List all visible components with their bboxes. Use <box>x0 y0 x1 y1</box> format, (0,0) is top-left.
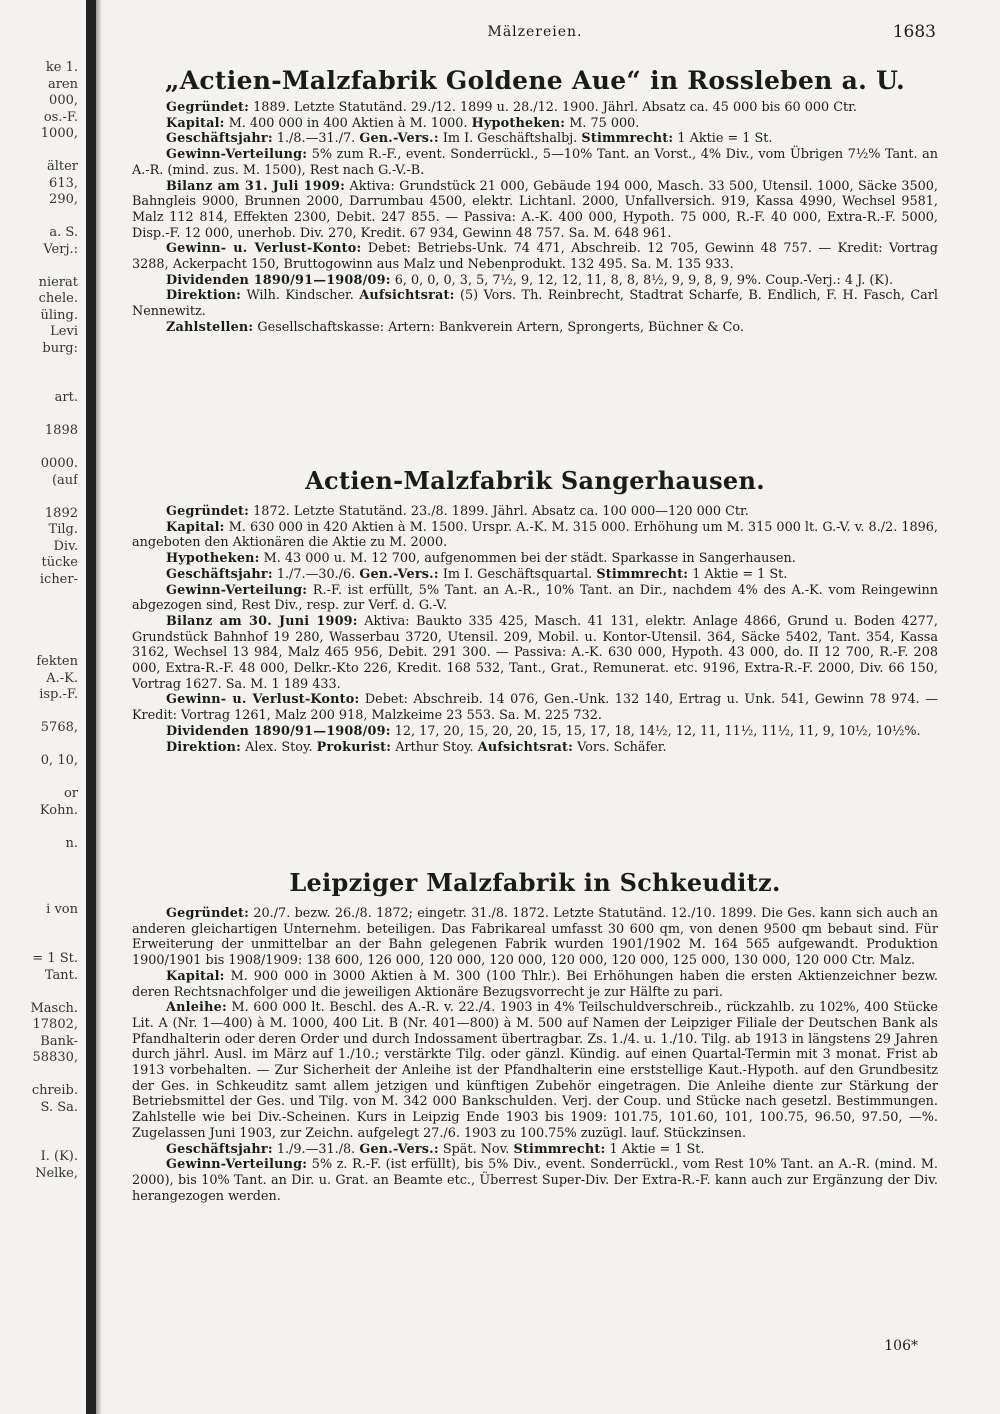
fragment-line: isp.-F. <box>39 687 78 702</box>
fragment-line: fekten <box>36 654 78 669</box>
main-column <box>132 0 938 1414</box>
field-label: Gewinn-Verteilung: <box>166 582 308 598</box>
fragment-line: 290, <box>49 192 78 207</box>
field-text: Im I. Geschäftshalbj. <box>438 131 582 147</box>
field-label: Kapital: <box>166 519 225 535</box>
entry-body <box>132 100 938 336</box>
fragment-line: Kohn. <box>39 802 78 818</box>
fragment-line <box>0 209 78 226</box>
fragment-line: 0000. <box>40 456 78 471</box>
sheet-signature: 106* <box>884 1338 918 1354</box>
entry-paragraph <box>132 1142 938 1158</box>
fragment-line: icher- <box>39 571 78 587</box>
field-label: Zahlstellen: <box>166 319 254 335</box>
field-label: Gen.-Vers.: <box>359 131 439 147</box>
field-label: Gewinn-Verteilung: <box>166 147 308 163</box>
fragment-line: os.-F. <box>43 109 78 125</box>
field-text: M. 43 000 u. M. 12 700, aufgenommen bei der städt. Sparkasse in Sangerhausen. <box>259 551 796 567</box>
fragment-line <box>0 258 78 275</box>
adjacent-page-fragment <box>0 60 78 1360</box>
entry-paragraph <box>132 906 938 969</box>
fragment-line: 5768, <box>40 720 78 735</box>
fragment-line <box>0 621 78 638</box>
field-label: Prokurist: <box>316 739 392 755</box>
fragment-line <box>0 1067 78 1084</box>
field-text: 1./7.—30./6. <box>272 566 360 582</box>
field-text: 20./7. bezw. 26./8. 1872; eingetr. 31./8. 1872. Letzte Statutänd. 12./10. 1899. Die Ges. kann sich auch an anderen gleichartigen Unternehm. beteiligen. Das Fabrikareal umfasst 30 600 qm, von denen 9500 qm bebaut sind. Für Erweiterung der unmittelbar an der Bahn gelegenen Fabrik wurden 1901/1902 M. 164 565 aufgewandt. Produktion 1900/1901 bis 1908/1909: 138 600, 126 000, 120 000, 120 000, 120 000, 120 000, 125 000, 130 000, 120 000 Ctr. Malz. <box>132 906 938 969</box>
field-label: Hypotheken: <box>166 551 260 567</box>
fragment-line <box>0 143 78 160</box>
fragment-line: Div. <box>53 538 78 554</box>
field-text: Debet: Betriebs-Unk. 74 471, Abschreib. 12 705, Gewinn 48 757. — Kredit: Vortrag 3288, Ackerpacht 150, Bruttogowinn aus Malz und Nebenprodukt. 132 495. Sa. M. 135 933. <box>132 241 938 273</box>
fragment-line: Bank- <box>40 1033 78 1049</box>
field-text: 6, 0, 0, 0, 3, 5, 7½, 9, 12, 12, 11, 8, 8, 8½, 9, 9, 8, 9, 9%. Coup.-Verj.: 4 J. (K). <box>390 272 894 288</box>
fragment-line: S. Sa. <box>40 1099 78 1115</box>
fragment-line: Levi <box>50 324 78 339</box>
entry-paragraph <box>132 614 938 693</box>
entry-paragraph <box>132 147 938 178</box>
field-label: Gen.-Vers.: <box>359 566 439 582</box>
fragment-line <box>0 357 78 374</box>
entry-paragraph <box>132 567 938 583</box>
entry-schkeuditz <box>132 868 938 1204</box>
fragment-line: a. S. <box>49 225 78 240</box>
entry-paragraph <box>132 520 938 551</box>
entry-title: Actien-Malzfabrik Sangerhausen. <box>305 466 765 495</box>
entry-paragraph <box>132 320 938 336</box>
entry-paragraph <box>132 551 938 567</box>
field-text: Gesellschaftskasse: Artern: Bankverein Artern, Sprongerts, Büchner & Co. <box>253 319 744 335</box>
field-text: 1./8.—31./7. <box>272 131 360 147</box>
field-text: Alex. Stoy. <box>241 739 317 755</box>
field-label: Anleihe: <box>166 1000 227 1016</box>
entry-paragraph <box>132 100 938 116</box>
fragment-line <box>0 737 78 754</box>
entry-body <box>132 504 938 755</box>
field-text: 12, 17, 20, 15, 20, 20, 15, 15, 17, 18, 14½, 12, 11, 11½, 11½, 11, 9, 10½, 10½%. <box>390 723 921 739</box>
entry-paragraph <box>132 504 938 520</box>
fragment-line: Nelke, <box>35 1165 78 1181</box>
fragment-line: Verj.: <box>43 241 78 257</box>
fragment-line <box>0 1116 78 1133</box>
running-head <box>132 22 938 46</box>
field-text: Spät. Nov. <box>438 1141 514 1157</box>
fragment-line <box>0 704 78 721</box>
entry-paragraph <box>132 288 938 319</box>
fragment-line: chele. <box>38 291 78 306</box>
fragment-line <box>0 885 78 902</box>
entry-paragraph <box>132 131 938 147</box>
field-text: Arthur Stoy. <box>391 739 478 755</box>
fragment-line: 17802, <box>32 1017 78 1032</box>
field-label: Hypotheken: <box>471 115 566 131</box>
entry-paragraph <box>132 724 938 740</box>
field-text: Aktiva: Grundstück 21 000, Gebäude 194 000, Masch. 33 500, Utensil. 1000, Säcke 3500, Bahngleis 9000, Brunnen 2000, Darrumbau 4500, elektr. Lichtanl. 2000, Unfallversich. 919, Kassa 4990, Wechsel 9581, Malz 112 814, Effekten 2300, Debit. 247 855. — Passiva: A.-K. 400 000, Hypoth. 75 000, R.-F. 40 000, Extra-R.-F. 5000, Disp.-F. 12 000, unerhob. Div. 270, Kredit. 67 934, Gewinn 48 757. Sa. M. 648 961. <box>132 178 938 241</box>
entry-paragraph <box>132 740 938 756</box>
fragment-line <box>0 588 78 605</box>
fragment-line: i von <box>46 901 78 917</box>
field-label: Kapital: <box>166 968 225 984</box>
field-label: Gegründet: <box>166 100 250 115</box>
field-label: Gewinn- u. Verlust-Konto: <box>166 241 362 257</box>
fragment-line: aren <box>47 76 78 92</box>
entry-paragraph <box>132 692 938 723</box>
fragment-line: Tant. <box>44 967 78 983</box>
fragment-line <box>0 440 78 457</box>
field-label: Stimmrecht: <box>513 1141 606 1157</box>
field-label: Gewinn- u. Verlust-Konto: <box>166 692 360 708</box>
entry-goldene-aue <box>132 66 938 336</box>
field-label: Bilanz am 31. Juli 1909: <box>166 178 346 194</box>
page-number: 1683 <box>892 22 936 42</box>
fragment-line: 1000, <box>40 126 78 141</box>
field-text: Im I. Geschäftsquartal. <box>438 566 597 582</box>
fragment-line: chreib. <box>31 1083 78 1098</box>
field-label: Dividenden 1890/91—1908/09: <box>166 723 391 739</box>
fragment-line <box>0 935 78 952</box>
entry-body <box>132 906 938 1204</box>
fragment-line <box>0 819 78 836</box>
fragment-line: älter <box>46 159 78 174</box>
field-label: Gegründet: <box>166 504 250 519</box>
field-text: 1 Aktie = 1 St. <box>673 131 773 147</box>
fragment-line <box>0 1133 78 1150</box>
field-label: Kapital: <box>166 115 225 131</box>
entry-paragraph <box>132 1000 938 1141</box>
entry-sangerhausen <box>132 466 938 755</box>
fragment-line <box>0 638 78 655</box>
fragment-line <box>0 869 78 886</box>
field-text: 1 Aktie = 1 St. <box>688 566 788 582</box>
field-text: M. 630 000 in 420 Aktien à M. 1500. Urspr. A.-K. M. 315 000. Erhöhung um M. 315 000 lt. G.-V. v. 8./2. 1896, angeboten den Aktionären die Aktie zu M. 2000. <box>132 519 938 551</box>
fragment-line: 58830, <box>32 1050 78 1065</box>
field-text: Debet: Abschreib. 14 076, Gen.-Unk. 132 140, Ertrag u. Unk. 541, Gewinn 78 974. — Kredit: Vortrag 1261, Malz 200 918, Malzkeime 23 553. Sa. M. 225 732. <box>132 692 938 724</box>
field-text: 1./9.—31./8. <box>272 1141 360 1157</box>
fragment-line <box>0 489 78 506</box>
field-text: (5) Vors. Th. Reinbrecht, Stadtrat Scharfe, B. Endlich, F. H. Fasch, Carl Nennewitz. <box>132 288 938 320</box>
field-label: Geschäftsjahr: <box>166 566 273 582</box>
entry-paragraph <box>132 969 938 1000</box>
field-text: M. 400 000 in 400 Aktien à M. 1000. <box>224 115 472 131</box>
field-text: M. 75 000. <box>565 115 640 131</box>
field-label: Bilanz am 30. Juni 1909: <box>166 613 358 629</box>
fragment-line: tücke <box>41 555 78 570</box>
fragment-line <box>0 984 78 1001</box>
field-label: Dividenden 1890/91—1908/09: <box>166 272 391 288</box>
field-label: Gegründet: <box>166 906 250 921</box>
fragment-line <box>0 374 78 391</box>
entry-paragraph <box>132 241 938 272</box>
fragment-line: ke 1. <box>45 60 78 75</box>
field-text: 1872. Letzte Statutänd. 23./8. 1899. Jährl. Absatz ca. 100 000—120 000 Ctr. <box>249 504 749 519</box>
entry-title: „Actien-Malzfabrik Goldene Aue“ in Rossleben a. U. <box>165 66 905 95</box>
fragment-line: nierat <box>38 274 78 290</box>
field-label: Direktion: <box>166 739 242 755</box>
fragment-line: 0, 10, <box>40 753 78 768</box>
fragment-line: or <box>63 786 78 801</box>
field-label: Direktion: <box>166 288 242 304</box>
field-label: Gen.-Vers.: <box>359 1141 439 1157</box>
fragment-line: (auf <box>51 472 78 488</box>
fragment-line <box>0 918 78 935</box>
field-text: M. 600 000 lt. Beschl. des A.-R. v. 22./4. 1903 in 4% Teilschuldverschreib., rückzahlb. zu 102%, 400 Stücke Lit. A (Nr. 1—400) à M. 1000, 400 Lit. B (Nr. 401—800) à M. 500 auf Namen der Leipziger Filiale der Deutschen Bank als Pfandhalterin oder deren Order und durch Indossament übertragbar. Zs. 1./4. u. 1./10. Tilg. ab 1913 in längstens 29 Jahren durch jährl. Ausl. im März auf 1./10.; verstärkte Tilg. oder gänzl. Kündig. auf einen Quartal-Termin mit 3 monat. Frist ab 1913 vorbehalten. — Zur Sicherheit der Anleihe ist der Pfandhalterin eine erststellige Kaut.-Hypoth. auf den Grundbesitz der Ges. in Schkeuditz samt allem jetzigen und künftigen Zubehör eingetragen. Die Anleihe diente zur Stärkung der Betriebsmittel der Ges. und Tilg. von M. 342 000 Bankschulden. Verj. der Coup. und Stücke nach gesetzl. Bestimmungen. Zahlstelle wie bei Div.-Scheinen. Kurs in Leipzig Ende 1903 bis 1909: 101.75, 101.60, 101, 100.75, 96.50, 97.50, —%. Zugelassen Juni 1903, zur Zeichn. aufgelegt 27./6. 1903 zu 100.75% zuzügl. lauf. Stückzinsen. <box>132 1000 938 1141</box>
fragment-line <box>0 852 78 869</box>
fragment-line: I. (K). <box>40 1149 78 1164</box>
fragment-line <box>0 770 78 787</box>
fragment-line: 1892 <box>44 505 78 521</box>
field-text: 1889. Letzte Statutänd. 29./12. 1899 u. 28./12. 1900. Jährl. Absatz ca. 45 000 bis 60 000 Ctr. <box>249 100 857 115</box>
fragment-line: Tilg. <box>48 522 78 537</box>
field-label: Stimmrecht: <box>581 131 674 147</box>
fragment-line: n. <box>65 835 78 851</box>
field-label: Gewinn-Verteilung: <box>166 1157 308 1173</box>
fragment-line: üling. <box>40 307 78 323</box>
fragment-line: art. <box>54 390 78 405</box>
fragment-line: 000, <box>49 93 78 108</box>
field-text: Wilh. Kindscher. <box>241 288 360 304</box>
fragment-line <box>0 605 78 622</box>
entry-paragraph <box>132 116 938 132</box>
fragment-line: A.-K. <box>46 670 78 686</box>
fragment-line: = 1 St. <box>32 951 78 966</box>
field-text: R.-F. ist erfüllt, 5% Tant. an A.-R., 10% Tant. an Dir., nachdem 4% des A.-K. vom Reingewinn abgezogen sind, Rest Div., resp. zur Verf. d. G.-V. <box>132 582 938 614</box>
entry-paragraph <box>132 583 938 614</box>
field-text: Aktiva: Baukto 335 425, Masch. 41 131, elektr. Anlage 4866, Grund u. Boden 4277, Grundstück Bahnhof 19 280, Wasserbau 3720, Utensil. 209, Mobil. u. Kontor-Utensil. 364, Säcke 5402, Tant. 354, Kassa 3162, Wechsel 13 984, Malz 465 956, Debit. 291 300. — Passiva: A.-K. 630 000, Hypoth. 43 000, do. II 12 700, R.-F. 208 000, Extra-R.-F. 48 000, Delkr.-Kto 226, Kredit. 168 532, Tant., Grat., Remunerat. etc. 9196, Extra-R.-F. 2000, Div. 66 150, Vortrag 1627. Sa. M. 1 189 433. <box>132 613 938 692</box>
field-label: Aufsichtsrat: <box>477 739 573 755</box>
running-title: Mälzereien. <box>487 24 583 40</box>
field-label: Geschäftsjahr: <box>166 131 273 147</box>
field-text: Vors. Schäfer. <box>573 739 667 755</box>
fragment-line: 1898 <box>44 423 78 438</box>
gutter-shadow <box>96 0 102 1414</box>
field-label: Stimmrecht: <box>596 566 689 582</box>
field-label: Geschäftsjahr: <box>166 1141 273 1157</box>
field-text: 5% zum R.-F., event. Sonderrückl., 5—10% Tant. an Vorst., 4% Div., vom Übrigen 7½% Tant. an A.-R. (mind. zus. M. 1500), Rest nach G.-V.-B. <box>132 147 938 178</box>
fragment-line: Masch. <box>30 1000 78 1016</box>
entry-title: Leipziger Malzfabrik in Schkeuditz. <box>289 868 781 897</box>
field-text: 1 Aktie = 1 St. <box>605 1141 705 1157</box>
binding-gutter <box>86 0 96 1414</box>
field-text: M. 900 000 in 3000 Aktien à M. 300 (100 Thlr.). Bei Erhöhungen haben die ersten Aktienzeichner bezw. deren Rechtsnachfolger und die jeweiligen Aktionäre Bezugsvorrecht je zur Hälfte zu pari. <box>132 968 938 1000</box>
fragment-line: 613, <box>49 175 78 191</box>
entry-paragraph <box>132 1157 938 1204</box>
fragment-line <box>0 407 78 424</box>
field-label: Aufsichtsrat: <box>359 288 455 304</box>
entry-paragraph <box>132 273 938 289</box>
fragment-line: burg: <box>42 340 78 356</box>
entry-paragraph <box>132 179 938 242</box>
field-text: 5% z. R.-F. (ist erfüllt), bis 5% Div., event. Sonderrückl., vom Rest 10% Tant. an A.-R. (mind. M. 2000), bis 10% Tant. an Dir. u. Grat. an Beamte etc., Überrest Super-Div. Der Extra-R.-F. kann auch zur Ergänzung der Div. herangezogen werden. <box>132 1157 938 1204</box>
